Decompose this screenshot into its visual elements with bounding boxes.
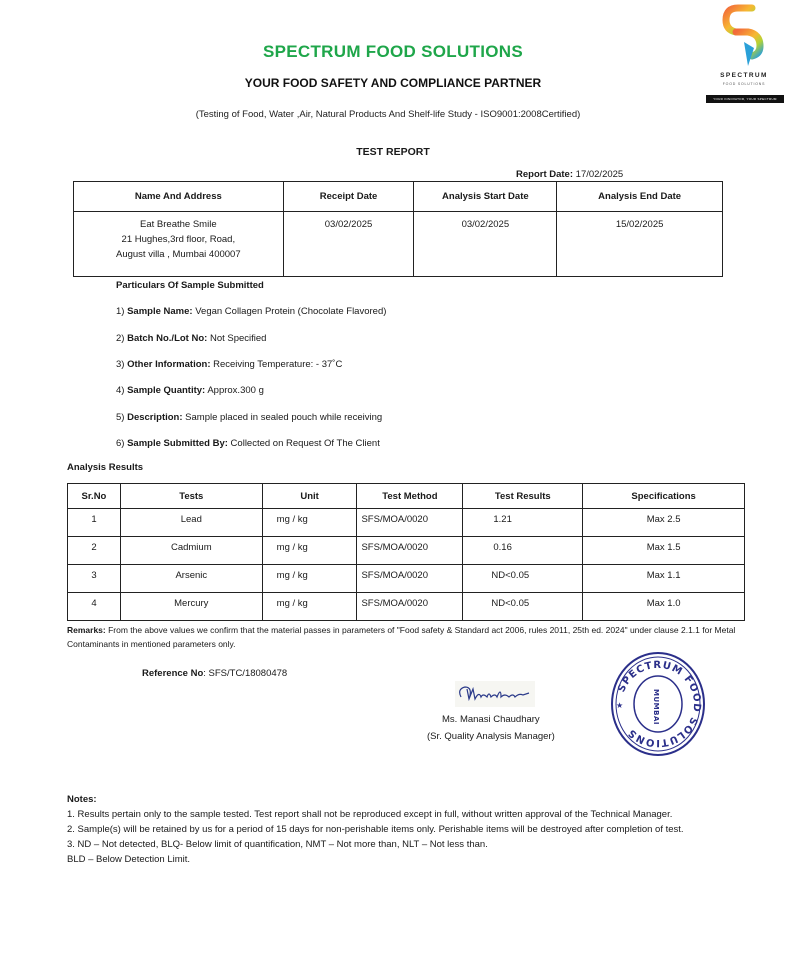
item-value: Vegan Collagen Protein (Chocolate Flavored) [192, 306, 387, 317]
note-item: 3. ND – Not detected, BLQ- Below limit of quantification, NMT – Not more than, NLT – Not less than. [67, 839, 488, 850]
item-value: Approx.300 g [205, 385, 264, 396]
cell-spec: Max 1.1 [583, 565, 745, 593]
header-unit: Unit [262, 484, 357, 509]
cell-sr-no: 1 [68, 509, 121, 537]
cell-result: 1.21 [463, 509, 583, 537]
signer-title: (Sr. Quality Analysis Manager) [427, 731, 555, 742]
client-info-table [73, 181, 723, 277]
cell-sr-no: 4 [68, 593, 121, 621]
cell-unit: mg / kg [262, 593, 357, 621]
table-header-row [68, 484, 745, 509]
remarks-label: Remarks: [67, 625, 106, 635]
analysis-start-date: 03/02/2025 [414, 212, 557, 277]
company-name: SPECTRUM FOOD SOLUTIONS [262, 42, 523, 61]
table-row [68, 509, 745, 537]
cell-test: Lead [120, 509, 262, 537]
reference-number [142, 668, 287, 679]
table-row [68, 565, 745, 593]
header-analysis-end: Analysis End Date [557, 182, 723, 212]
item-label: Sample Submitted By: [127, 438, 228, 449]
cell-unit: mg / kg [262, 537, 357, 565]
particular-item [116, 359, 342, 370]
cell-method: SFS/MOA/0020 [357, 593, 463, 621]
reference-label: Reference No [142, 668, 204, 679]
item-label: Sample Quantity: [127, 385, 206, 396]
note-item: 1. Results pertain only to the sample tested. Test report shall not be reproduced except in full, without written approval of the Technical Manager. [67, 809, 673, 820]
item-value: Not Specified [207, 333, 267, 344]
logo-subtext: FOOD SOLUTIONS [722, 82, 766, 86]
cell-test: Arsenic [120, 565, 262, 593]
cell-unit: mg / kg [262, 509, 357, 537]
particular-item [116, 438, 380, 449]
cell-sr-no: 3 [68, 565, 121, 593]
item-number: 5) [116, 412, 125, 423]
receipt-date: 03/02/2025 [283, 212, 414, 277]
svg-text:SPECTRUM FOOD SOLUTIONS: SPECTRUM FOOD SOLUTIONS [616, 659, 703, 749]
item-number: 1) [116, 306, 125, 317]
table-header-row [74, 182, 723, 212]
client-name-address [74, 212, 284, 277]
item-value: Sample placed in sealed pouch while receiving [182, 412, 383, 423]
cell-method: SFS/MOA/0020 [357, 565, 463, 593]
note-item: BLD – Below Detection Limit. [67, 854, 191, 865]
analysis-results-heading: Analysis Results [67, 462, 144, 473]
item-value: Receiving Temperature: - 37˚C [210, 359, 343, 370]
svg-text:MUMBAI: MUMBAI [652, 689, 660, 725]
client-address-line1: 21 Hughes,3rd floor, Road, [121, 234, 236, 245]
header-specifications: Specifications [583, 484, 745, 509]
item-value: Collected on Request Of The Client [227, 438, 380, 449]
signature-icon [455, 681, 535, 707]
cell-result: ND<0.05 [463, 565, 583, 593]
table-row [68, 593, 745, 621]
analysis-end-date: 15/02/2025 [557, 212, 723, 277]
item-label: Description: [127, 412, 183, 423]
analysis-results-table [67, 483, 745, 621]
item-label: Batch No./Lot No: [127, 333, 208, 344]
particular-item [116, 306, 386, 317]
header-test-results: Test Results [463, 484, 583, 509]
particular-item [116, 333, 266, 344]
company-stamp-icon [610, 651, 706, 757]
item-number: 4) [116, 385, 125, 396]
table-row [68, 537, 745, 565]
table-row [74, 212, 723, 277]
company-subtitle: (Testing of Food, Water ,Air, Natural Products And Shelf-life Study - ISO9001:2008Certified) [195, 109, 581, 120]
client-name: Eat Breathe Smile [140, 219, 217, 230]
report-date [516, 169, 623, 180]
item-number: 3) [116, 359, 125, 370]
cell-method: SFS/MOA/0020 [357, 509, 463, 537]
note-item: 2. Sample(s) will be retained by us for a period of 15 days for non-perishable items only. Perishable items will be destroyed after completion of test. [67, 824, 684, 835]
logo-tagline-bar: YOUR INNOVATOR, YOUR SPECTRUM [706, 95, 784, 103]
cell-test: Cadmium [120, 537, 262, 565]
header-test-method: Test Method [357, 484, 463, 509]
logo-wordmark: SPECTRUM [720, 72, 768, 79]
header-sr-no: Sr.No [68, 484, 121, 509]
remarks [67, 623, 747, 651]
cell-sr-no: 2 [68, 537, 121, 565]
header-name-address: Name And Address [74, 182, 284, 212]
report-date-value: 17/02/2025 [575, 169, 624, 180]
cell-spec: Max 2.5 [583, 509, 745, 537]
cell-spec: Max 1.0 [583, 593, 745, 621]
client-address-line2: August villa , Mumbai 400007 [116, 249, 241, 260]
header-receipt-date: Receipt Date [283, 182, 414, 212]
svg-text:★: ★ [616, 701, 624, 710]
header-analysis-start: Analysis Start Date [414, 182, 557, 212]
cell-result: 0.16 [463, 537, 583, 565]
item-label: Other Information: [127, 359, 211, 370]
notes-section [67, 792, 747, 867]
cell-method: SFS/MOA/0020 [357, 537, 463, 565]
notes-heading: Notes: [67, 794, 97, 805]
signer-name: Ms. Manasi Chaudhary [442, 714, 540, 725]
cell-unit: mg / kg [262, 565, 357, 593]
cell-spec: Max 1.5 [583, 537, 745, 565]
cell-result: ND<0.05 [463, 593, 583, 621]
reference-value: : SFS/TC/18080478 [203, 668, 288, 679]
header-tests: Tests [120, 484, 262, 509]
report-date-label: Report Date: [516, 169, 574, 180]
item-label: Sample Name: [127, 306, 193, 317]
remarks-text: From the above values we confirm that the material passes in parameters of "Food safety & Standard act 2006, rules 2011, 25th ed. 2024" under clause 2.1.1 for Metal Contaminants in mentioned parameters only. [67, 625, 736, 649]
particular-item [116, 385, 264, 396]
particulars-heading: Particulars Of Sample Submitted [116, 280, 264, 291]
report-title: TEST REPORT [356, 146, 430, 158]
cell-test: Mercury [120, 593, 262, 621]
item-number: 2) [116, 333, 125, 344]
particular-item [116, 412, 382, 423]
item-number: 6) [116, 438, 125, 449]
company-tagline: YOUR FOOD SAFETY AND COMPLIANCE PARTNER [244, 76, 542, 90]
